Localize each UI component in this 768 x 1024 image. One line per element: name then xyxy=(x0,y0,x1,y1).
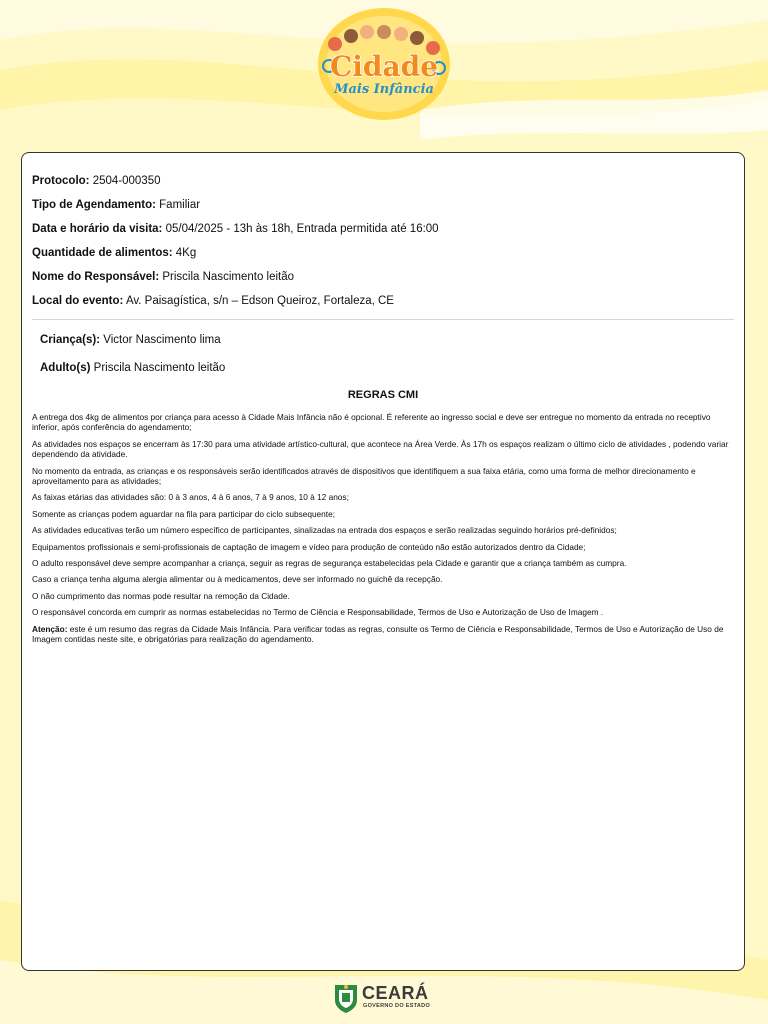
criancas-value: Victor Nascimento lima xyxy=(103,334,221,346)
appointment-card xyxy=(21,152,745,971)
responsavel-label: Nome do Responsável: xyxy=(32,271,160,283)
rule-item: No momento da entrada, as crianças e os responsáveis serão identificados através de dispositivos que identifiquem a sua faixa etária, como uma forma de melhor direcionamento e aproveitamento para as atividades; xyxy=(32,465,696,487)
rule-item: As atividades educativas terão um número específico de participantes, sinalizadas na entrada dos espaços e serão realizadas seguindo horários pré-definidos; xyxy=(32,525,617,536)
rules-title: REGRAS CMI xyxy=(347,389,419,401)
protocolo-label: Protocolo: xyxy=(32,175,90,187)
rule-item: O não cumprimento das normas pode resultar na remoção da Cidade. xyxy=(32,590,290,601)
footer-subtitle: GOVERNO DO ESTADO xyxy=(363,1003,431,1009)
rule-item: As atividades nos espaços se encerram às 17:30 para uma atividade artístico-cultural, que acontece na Área Verde. Às 17h os espaços realizam o último ciclo de atividades , podendo variar dependendo da atividade. xyxy=(32,438,729,460)
rule-item: Equipamentos profissionais e semi-profissionais de captação de imagem e vídeo para produção de conteúdo não estão autorizados dentro da Cidade; xyxy=(32,541,586,552)
adultos-value: Priscila Nascimento leitão xyxy=(93,362,226,374)
quantidade-alimentos-row xyxy=(32,246,196,260)
rule-item: Caso a criança tenha alguma alergia alimentar ou à medicamentos, deve ser informado no guichê da recepção. xyxy=(32,574,443,585)
attention-label: Atenção: xyxy=(32,623,68,634)
quantidade-alimentos-label: Quantidade de alimentos: xyxy=(32,247,173,259)
adultos-row xyxy=(40,361,225,375)
quantidade-alimentos-value: 4Kg xyxy=(175,247,197,259)
rule-item: O responsável concorda em cumprir as normas estabelecidas no Termo de Ciência e Responsabilidade, Termos de Uso e Autorização de Uso de Imagem . xyxy=(32,607,604,618)
tipo-agendamento-value: Familiar xyxy=(159,199,201,211)
adultos-label: Adulto(s) xyxy=(40,362,91,374)
svg-text:Cidade: Cidade xyxy=(329,50,439,83)
criancas-label: Criança(s): xyxy=(40,334,101,346)
local-evento-label: Local do evento: xyxy=(32,295,124,307)
cidade-mais-infancia-logo xyxy=(305,4,463,122)
governo-ceara-logo xyxy=(330,981,440,1015)
attention-text: este é um resumo das regras da Cidade Mais Infância. Para verificar todas as regras, consulte os Termo de Ciência e Responsabilidade, Termos de Uso e Autorização de Uso de Imagem contidas neste site, e obrigatórias para realização do agendamento. xyxy=(32,623,724,645)
protocolo-row xyxy=(32,174,161,188)
tipo-agendamento-label: Tipo de Agendamento: xyxy=(32,199,156,211)
responsavel-row xyxy=(32,270,294,284)
rules-list xyxy=(32,412,732,651)
local-evento-row xyxy=(32,294,394,308)
responsavel-value: Priscila Nascimento leitão xyxy=(162,271,295,283)
protocolo-value: 2504-000350 xyxy=(92,175,161,187)
attention-note xyxy=(32,624,732,645)
criancas-row xyxy=(40,333,221,347)
section-divider xyxy=(32,319,734,320)
data-horario-value: 05/04/2025 - 13h às 18h, Entrada permitida até 16:00 xyxy=(165,223,439,235)
rule-item: Somente as crianças podem aguardar na fila para participar do ciclo subsequente; xyxy=(32,508,336,519)
footer-brand: CEARÁ xyxy=(362,983,429,1003)
rule-item: A entrega dos 4kg de alimentos por criança para acesso à Cidade Mais Infância não é opcional. É referente ao ingresso social e deve ser entregue no momento da entrada no receptivo inferior, após conferência do agendamento; xyxy=(32,412,711,433)
data-horario-row xyxy=(32,222,439,236)
local-evento-value: Av. Paisagística, s/n – Edson Queiroz, Fortaleza, CE xyxy=(125,295,394,307)
data-horario-label: Data e horário da visita: xyxy=(32,223,163,235)
ceara-shield-icon xyxy=(332,982,360,1014)
rule-item: O adulto responsável deve sempre acompanhar a criança, seguir as regras de segurança estabelecidas pela Cidade e garantir que a criança também as cumpra. xyxy=(32,558,627,569)
rule-item: As faixas etárias das atividades são: 0 à 3 anos, 4 à 6 anos, 7 à 9 anos, 10 à 12 anos; xyxy=(32,492,349,503)
svg-text:Mais Infância: Mais Infância xyxy=(334,82,434,97)
tipo-agendamento-row xyxy=(32,198,200,212)
